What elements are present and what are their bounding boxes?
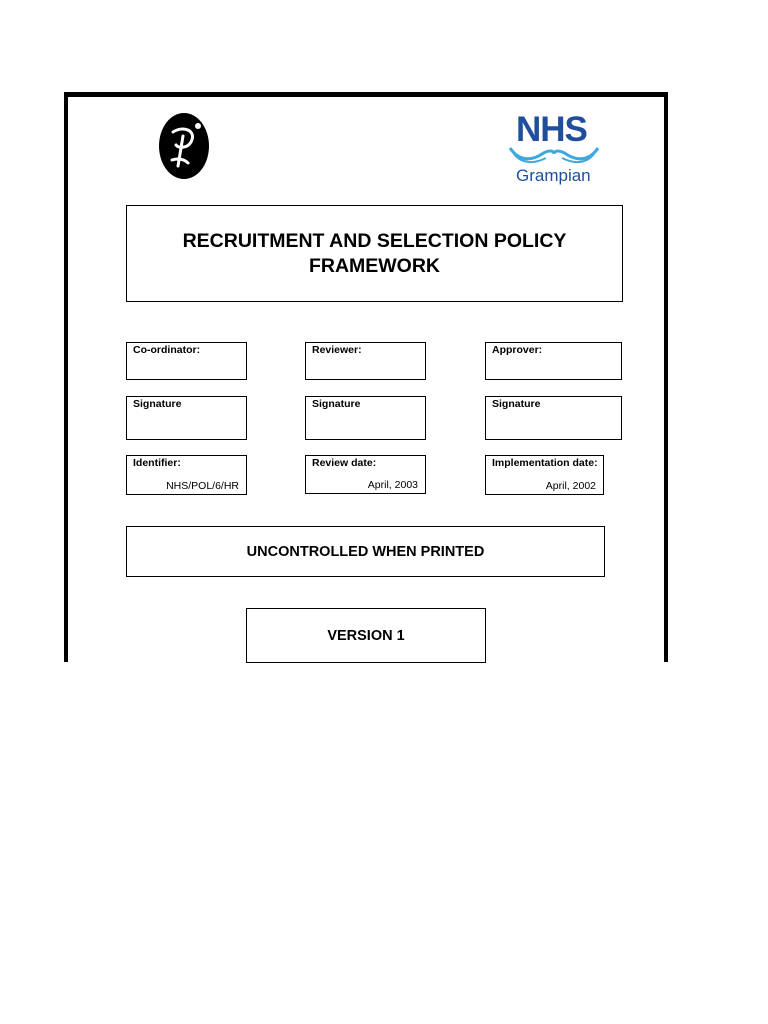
signature-field-reviewer[interactable] (305, 396, 426, 440)
approver-field[interactable] (485, 342, 622, 380)
approver-label: Approver: (492, 344, 543, 356)
identifier-label: Identifier: (133, 457, 181, 469)
signature-label: Signature (492, 398, 541, 410)
signature-field-coordinator[interactable] (126, 396, 247, 440)
identifier-value: NHS/POL/6/HR (166, 480, 239, 492)
signature-label: Signature (133, 398, 182, 410)
identifier-field[interactable] (126, 455, 247, 495)
title-line-2: FRAMEWORK (308, 254, 441, 277)
document-title-box (126, 205, 623, 302)
version-banner (246, 608, 486, 663)
review-date-value: April, 2003 (367, 479, 418, 491)
nhs-region-label: Grampian (516, 166, 591, 185)
coordinator-label: Co-ordinator: (133, 344, 201, 356)
implementation-date-field[interactable] (485, 455, 604, 495)
uncontrolled-banner (126, 526, 605, 577)
review-date-field[interactable] (305, 455, 426, 494)
reviewer-field[interactable] (305, 342, 426, 380)
implementation-date-label: Implementation date: (492, 457, 598, 469)
version-text: VERSION 1 (327, 627, 405, 644)
coordinator-field[interactable] (126, 342, 247, 380)
title-line-1: RECRUITMENT AND SELECTION POLICY (182, 229, 567, 252)
nhs-wave-icon (508, 144, 600, 166)
signature-label: Signature (312, 398, 361, 410)
implementation-date-value: April, 2002 (545, 480, 596, 492)
nhs-grampian-logo (506, 110, 602, 190)
review-date-label: Review date: (312, 457, 377, 469)
uncontrolled-text: UNCONTROLLED WHEN PRINTED (246, 543, 485, 560)
signature-field-approver[interactable] (485, 396, 622, 440)
document-title (183, 229, 567, 279)
reviewer-label: Reviewer: (312, 344, 362, 356)
organisation-logo (158, 112, 210, 180)
nhs-wordmark: NHS (516, 110, 587, 149)
